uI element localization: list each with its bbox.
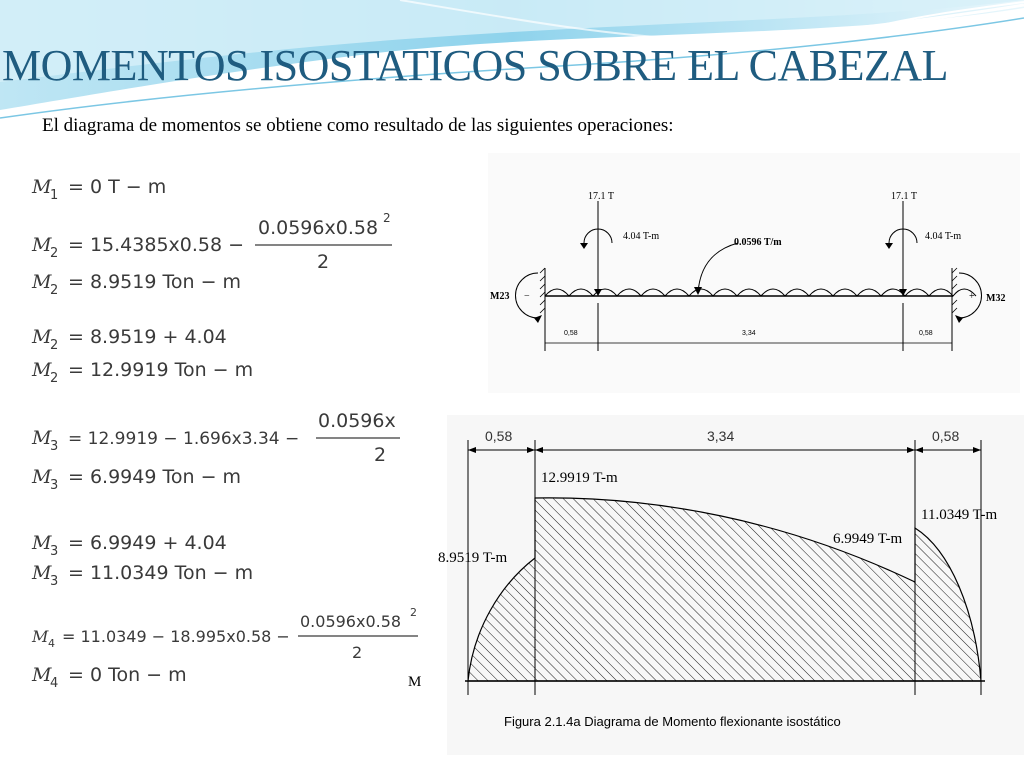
span-right-label: 0,58: [919, 330, 933, 337]
svg-text:= 8.9519 Ton − m: = 8.9519 Ton − m: [68, 271, 242, 293]
svg-text:2: 2: [50, 338, 59, 353]
equation-m3-a: [31, 410, 400, 466]
label-m3-right: 11.0349 T-m: [921, 507, 998, 523]
label-m2-right: 12.9919 T-m: [541, 470, 618, 486]
slide-title: MOMENTOS ISOSTATICOS SOBRE EL CABEZAL: [2, 41, 949, 90]
svg-text:M: M: [32, 271, 52, 293]
svg-text:0.0596x: 0.0596x: [318, 410, 396, 432]
span-mid-label: 3,34: [742, 330, 756, 337]
svg-text:0.0596x0.58: 0.0596x0.58: [258, 217, 379, 239]
svg-text:4: 4: [48, 637, 55, 650]
svg-text:0.0596x0.58: 0.0596x0.58: [300, 612, 402, 631]
label-m2-left: 8.9519 T-m: [438, 550, 508, 566]
svg-text:M: M: [32, 664, 52, 686]
load-left-label: 17.1 T: [588, 191, 614, 202]
figure-caption: Figura 2.1.4a Diagrama de Momento flexionante isostático: [504, 714, 841, 729]
svg-text:2: 2: [352, 643, 363, 662]
moment-diagram: [405, 410, 1024, 755]
equation-m2-d: [31, 359, 253, 386]
svg-text:3: 3: [50, 574, 59, 589]
svg-text:M: M: [32, 176, 52, 198]
svg-text:= 11.0349 Ton − m: = 11.0349 Ton − m: [68, 562, 254, 584]
svg-text:M: M: [32, 234, 52, 256]
span-left-label: 0,58: [564, 330, 578, 337]
svg-text:3: 3: [50, 478, 59, 493]
svg-text:2: 2: [317, 251, 330, 273]
label-m3-left: 6.9949 T-m: [833, 531, 903, 547]
svg-text:= 12.9919 − 1.696x3.34 −: = 12.9919 − 1.696x3.34 −: [68, 429, 300, 449]
stray-letter: M: [408, 674, 422, 690]
md-span-mid-label: 3,34: [707, 428, 735, 444]
svg-text:3: 3: [50, 544, 59, 559]
equation-m1: [31, 176, 166, 203]
svg-text:2: 2: [410, 606, 417, 619]
md-span-right-label: 0,58: [932, 428, 960, 444]
end-moment-left-label: M23: [490, 291, 510, 302]
equation-m4-a: [31, 606, 418, 662]
intro-text: El diagrama de momentos se obtiene como resultado de las siguientes operaciones:: [42, 115, 674, 136]
equation-m2-c: [31, 326, 227, 353]
svg-text:M: M: [32, 532, 52, 554]
beam-load-diagram: [488, 153, 1020, 393]
moment-right-label: 4.04 T-m: [925, 231, 962, 242]
svg-text:= 6.9949 + 4.04: = 6.9949 + 4.04: [68, 532, 227, 554]
equation-m3-b: [31, 466, 241, 493]
svg-text:= 6.9949 Ton − m: = 6.9949 Ton − m: [68, 466, 242, 488]
sign-plus: +: [969, 291, 975, 302]
sign-minus: −: [524, 291, 530, 302]
svg-text:M: M: [32, 427, 52, 449]
equation-m2-a: [31, 211, 392, 273]
svg-text:= 8.9519 + 4.04: = 8.9519 + 4.04: [68, 326, 227, 348]
svg-text:2: 2: [383, 211, 391, 225]
svg-text:= 15.4385x0.58 −: = 15.4385x0.58 −: [68, 234, 245, 256]
svg-text:= 11.0349 − 18.995x0.58 −: = 11.0349 − 18.995x0.58 −: [62, 627, 290, 646]
end-moment-right-label: M32: [986, 293, 1006, 304]
svg-text:4: 4: [50, 676, 59, 691]
svg-text:= 0 Ton − m: = 0 Ton − m: [68, 664, 187, 686]
svg-text:3: 3: [50, 439, 59, 454]
svg-text:2: 2: [374, 444, 387, 466]
svg-text:M: M: [32, 627, 49, 646]
svg-text:= 12.9919 Ton − m: = 12.9919 Ton − m: [68, 359, 254, 381]
svg-text:M: M: [32, 466, 52, 488]
svg-text:2: 2: [50, 246, 59, 261]
svg-text:2: 2: [50, 371, 59, 386]
svg-text:= 0 T − m: = 0 T − m: [68, 176, 167, 198]
md-span-left-label: 0,58: [485, 428, 513, 444]
distributed-load-label: 0.0596 T/m: [734, 237, 782, 248]
svg-text:M: M: [32, 359, 52, 381]
svg-text:1: 1: [50, 188, 59, 203]
svg-text:M: M: [32, 326, 52, 348]
equation-m2-b: [31, 271, 241, 298]
load-right-label: 17.1 T: [891, 191, 917, 202]
svg-text:2: 2: [50, 283, 59, 298]
equations-panel: [0, 0, 430, 768]
moment-left-label: 4.04 T-m: [623, 231, 660, 242]
equation-m3-c: [31, 532, 227, 559]
svg-text:M: M: [32, 562, 52, 584]
equation-m4-b: [31, 664, 187, 691]
equation-m3-d: [31, 562, 253, 589]
